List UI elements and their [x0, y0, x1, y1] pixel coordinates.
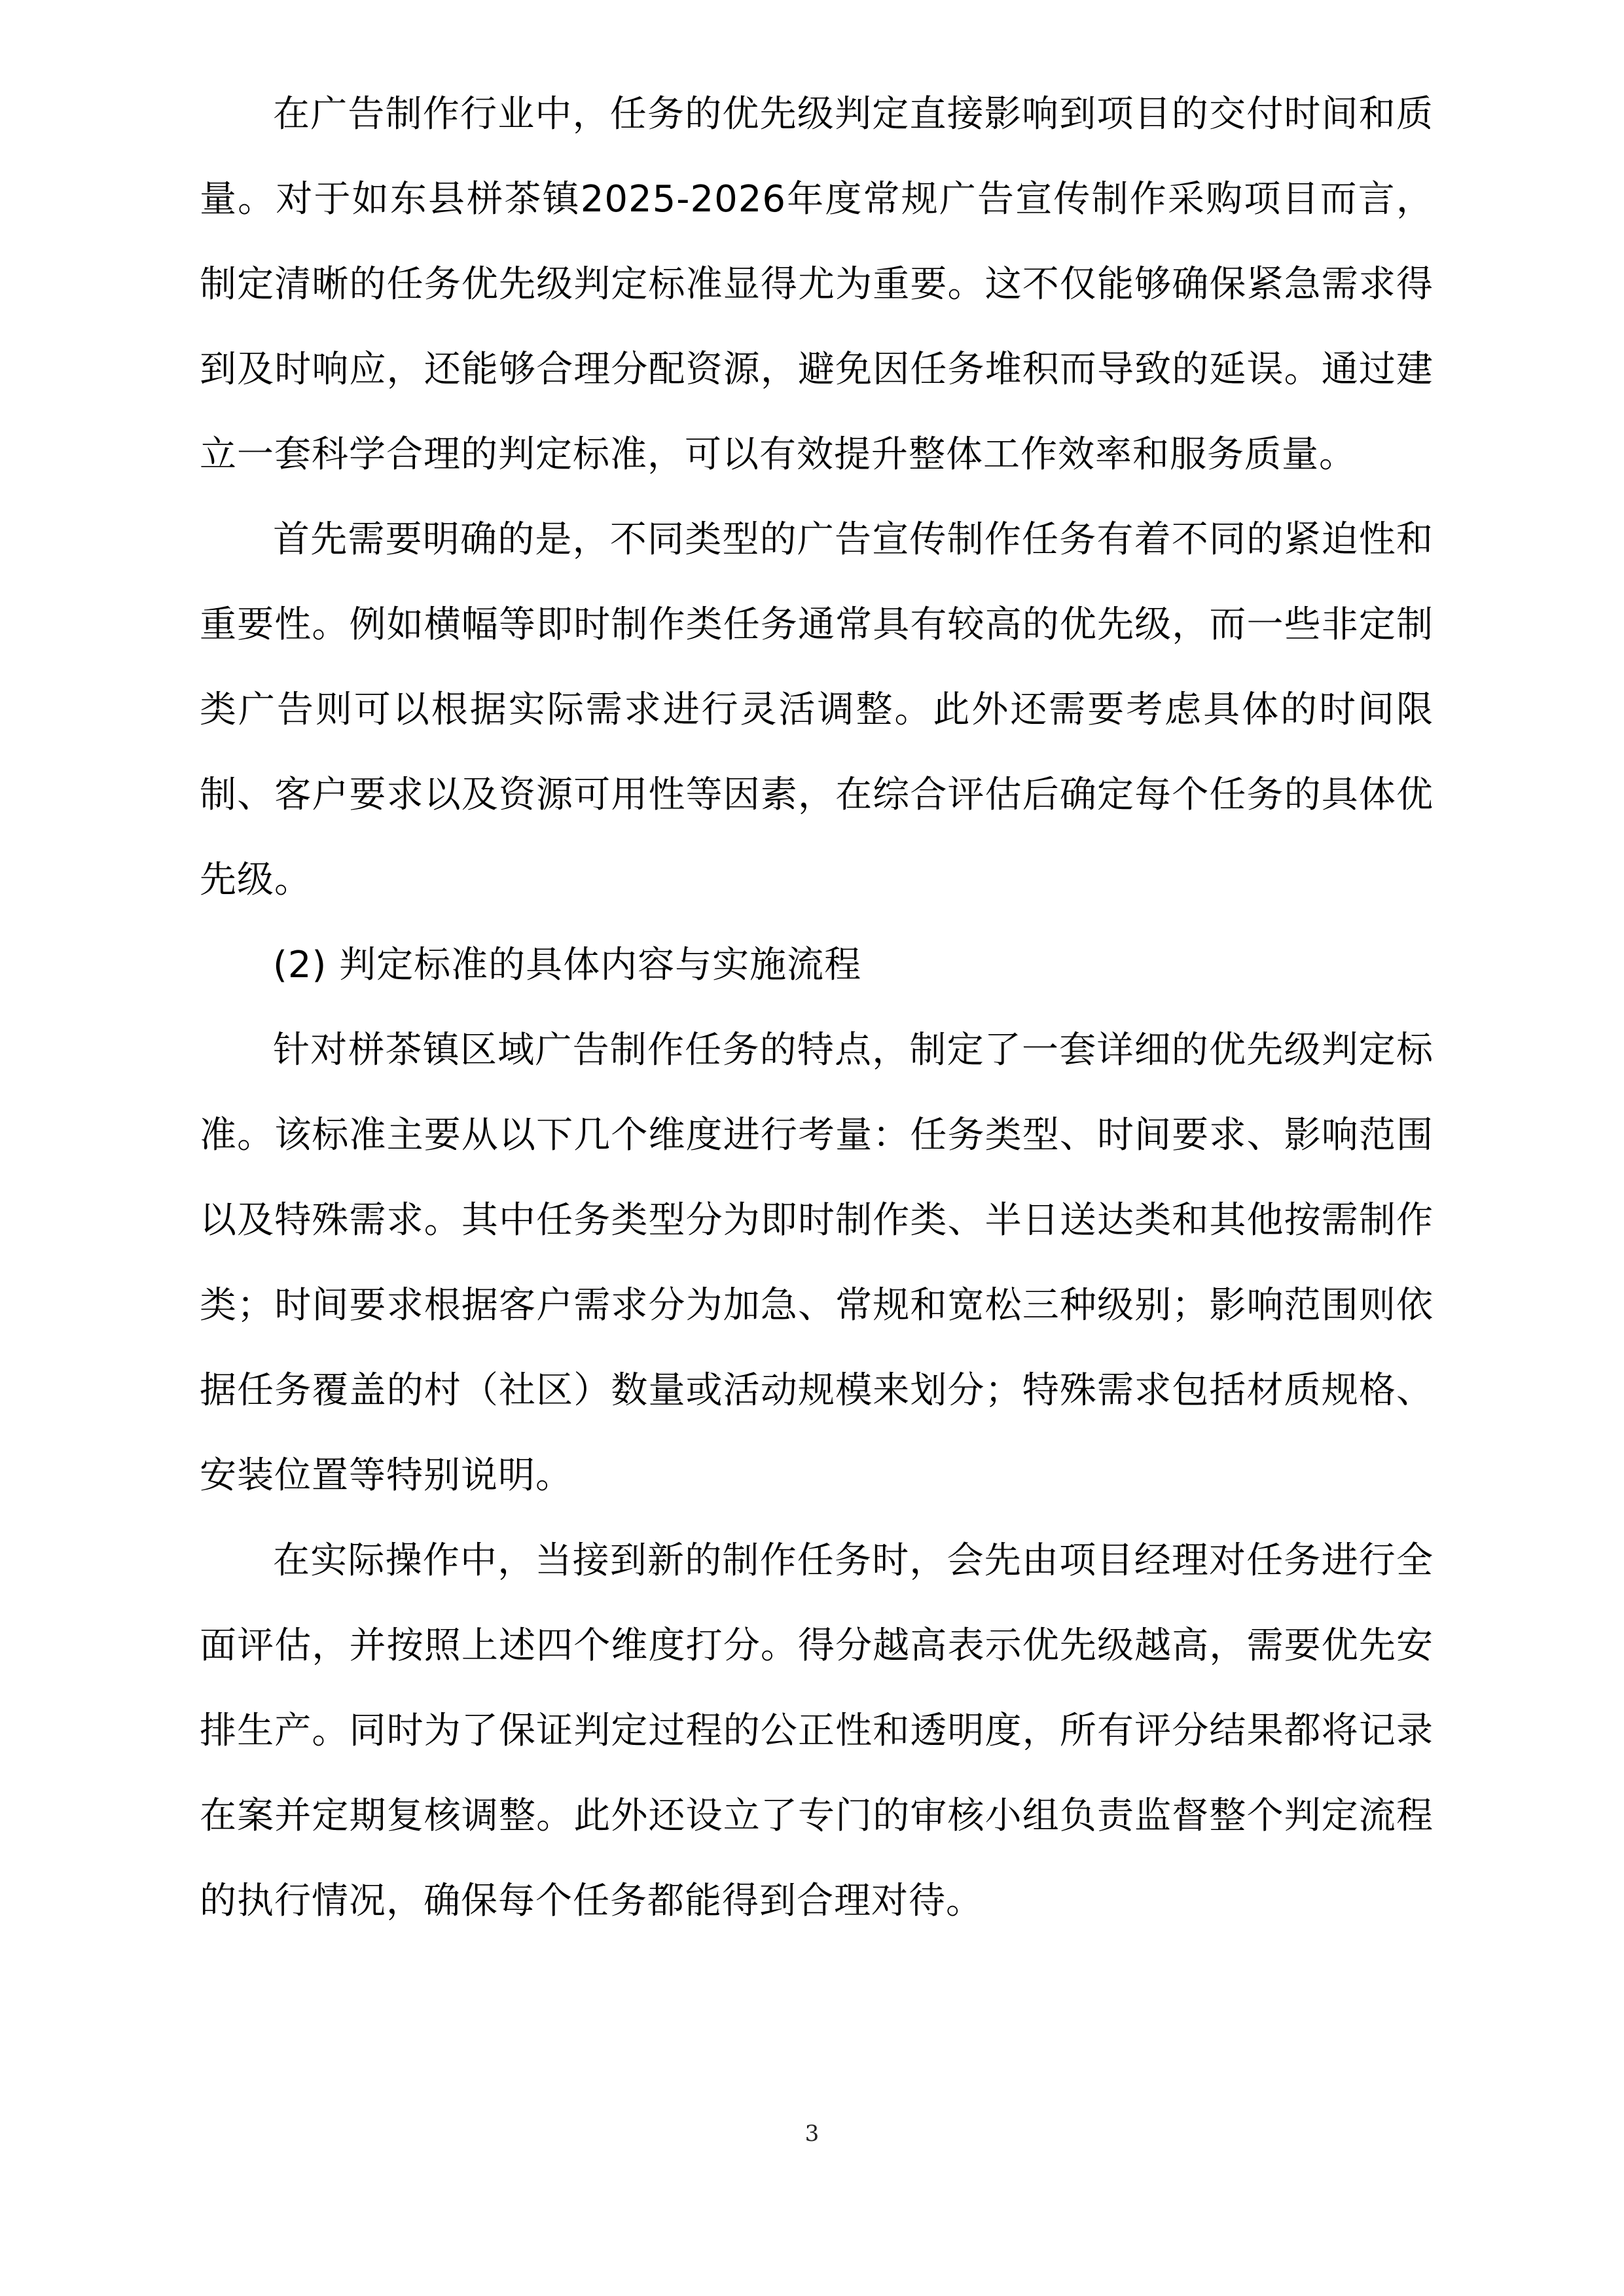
body-paragraph: 针对栟茶镇区域广告制作任务的特点，制定了一套详细的优先级判定标准。该标准主要从以下几个维度进行考量：任务类型、时间要求、影响范围以及特殊需求。其中任务类型分为即时制作类、半日送达类和其他按需制作类；时间要求根据客户需求分为加急、常规和宽松三种级别；影响范围则依据任务覆盖的村（社区）数量或活动规模来划分；特殊需求包括材质规格、安装位置等特别说明。: [200, 1029, 1434, 1497]
page-body: [200, 72, 1434, 1944]
body-paragraph: 在广告制作行业中，任务的优先级判定直接影响到项目的交付时间和质量。对于如东县栟茶镇2025-2026年度常规广告宣传制作采购项目而言，制定清晰的任务优先级判定标准显得尤为重要。这不仅能够确保紧急需求得到及时响应，还能够合理分配资源，避免因任务堆积而导致的延误。通过建立一套科学合理的判定标准，可以有效提升整体工作效率和服务质量。: [200, 93, 1434, 476]
body-paragraph: 首先需要明确的是，不同类型的广告宣传制作任务有着不同的紧迫性和重要性。例如横幅等即时制作类任务通常具有较高的优先级，而一些非定制类广告则可以根据实际需求进行灵活调整。此外还需要考虑具体的时间限制、客户要求以及资源可用性等因素，在综合评估后确定每个任务的具体优先级。: [200, 518, 1434, 901]
body-paragraph: 在实际操作中，当接到新的制作任务时，会先由项目经理对任务进行全面评估，并按照上述四个维度打分。得分越高表示优先级越高，需要优先安排生产。同时为了保证判定过程的公正性和透明度，所有评分结果都将记录在案并定期复核调整。此外还设立了专门的审核小组负责监督整个判定流程的执行情况，确保每个任务都能得到合理对待。: [200, 1539, 1434, 1922]
page-number: 3: [804, 2121, 820, 2147]
section-heading: (2) 判定标准的具体内容与实施流程: [273, 944, 862, 986]
